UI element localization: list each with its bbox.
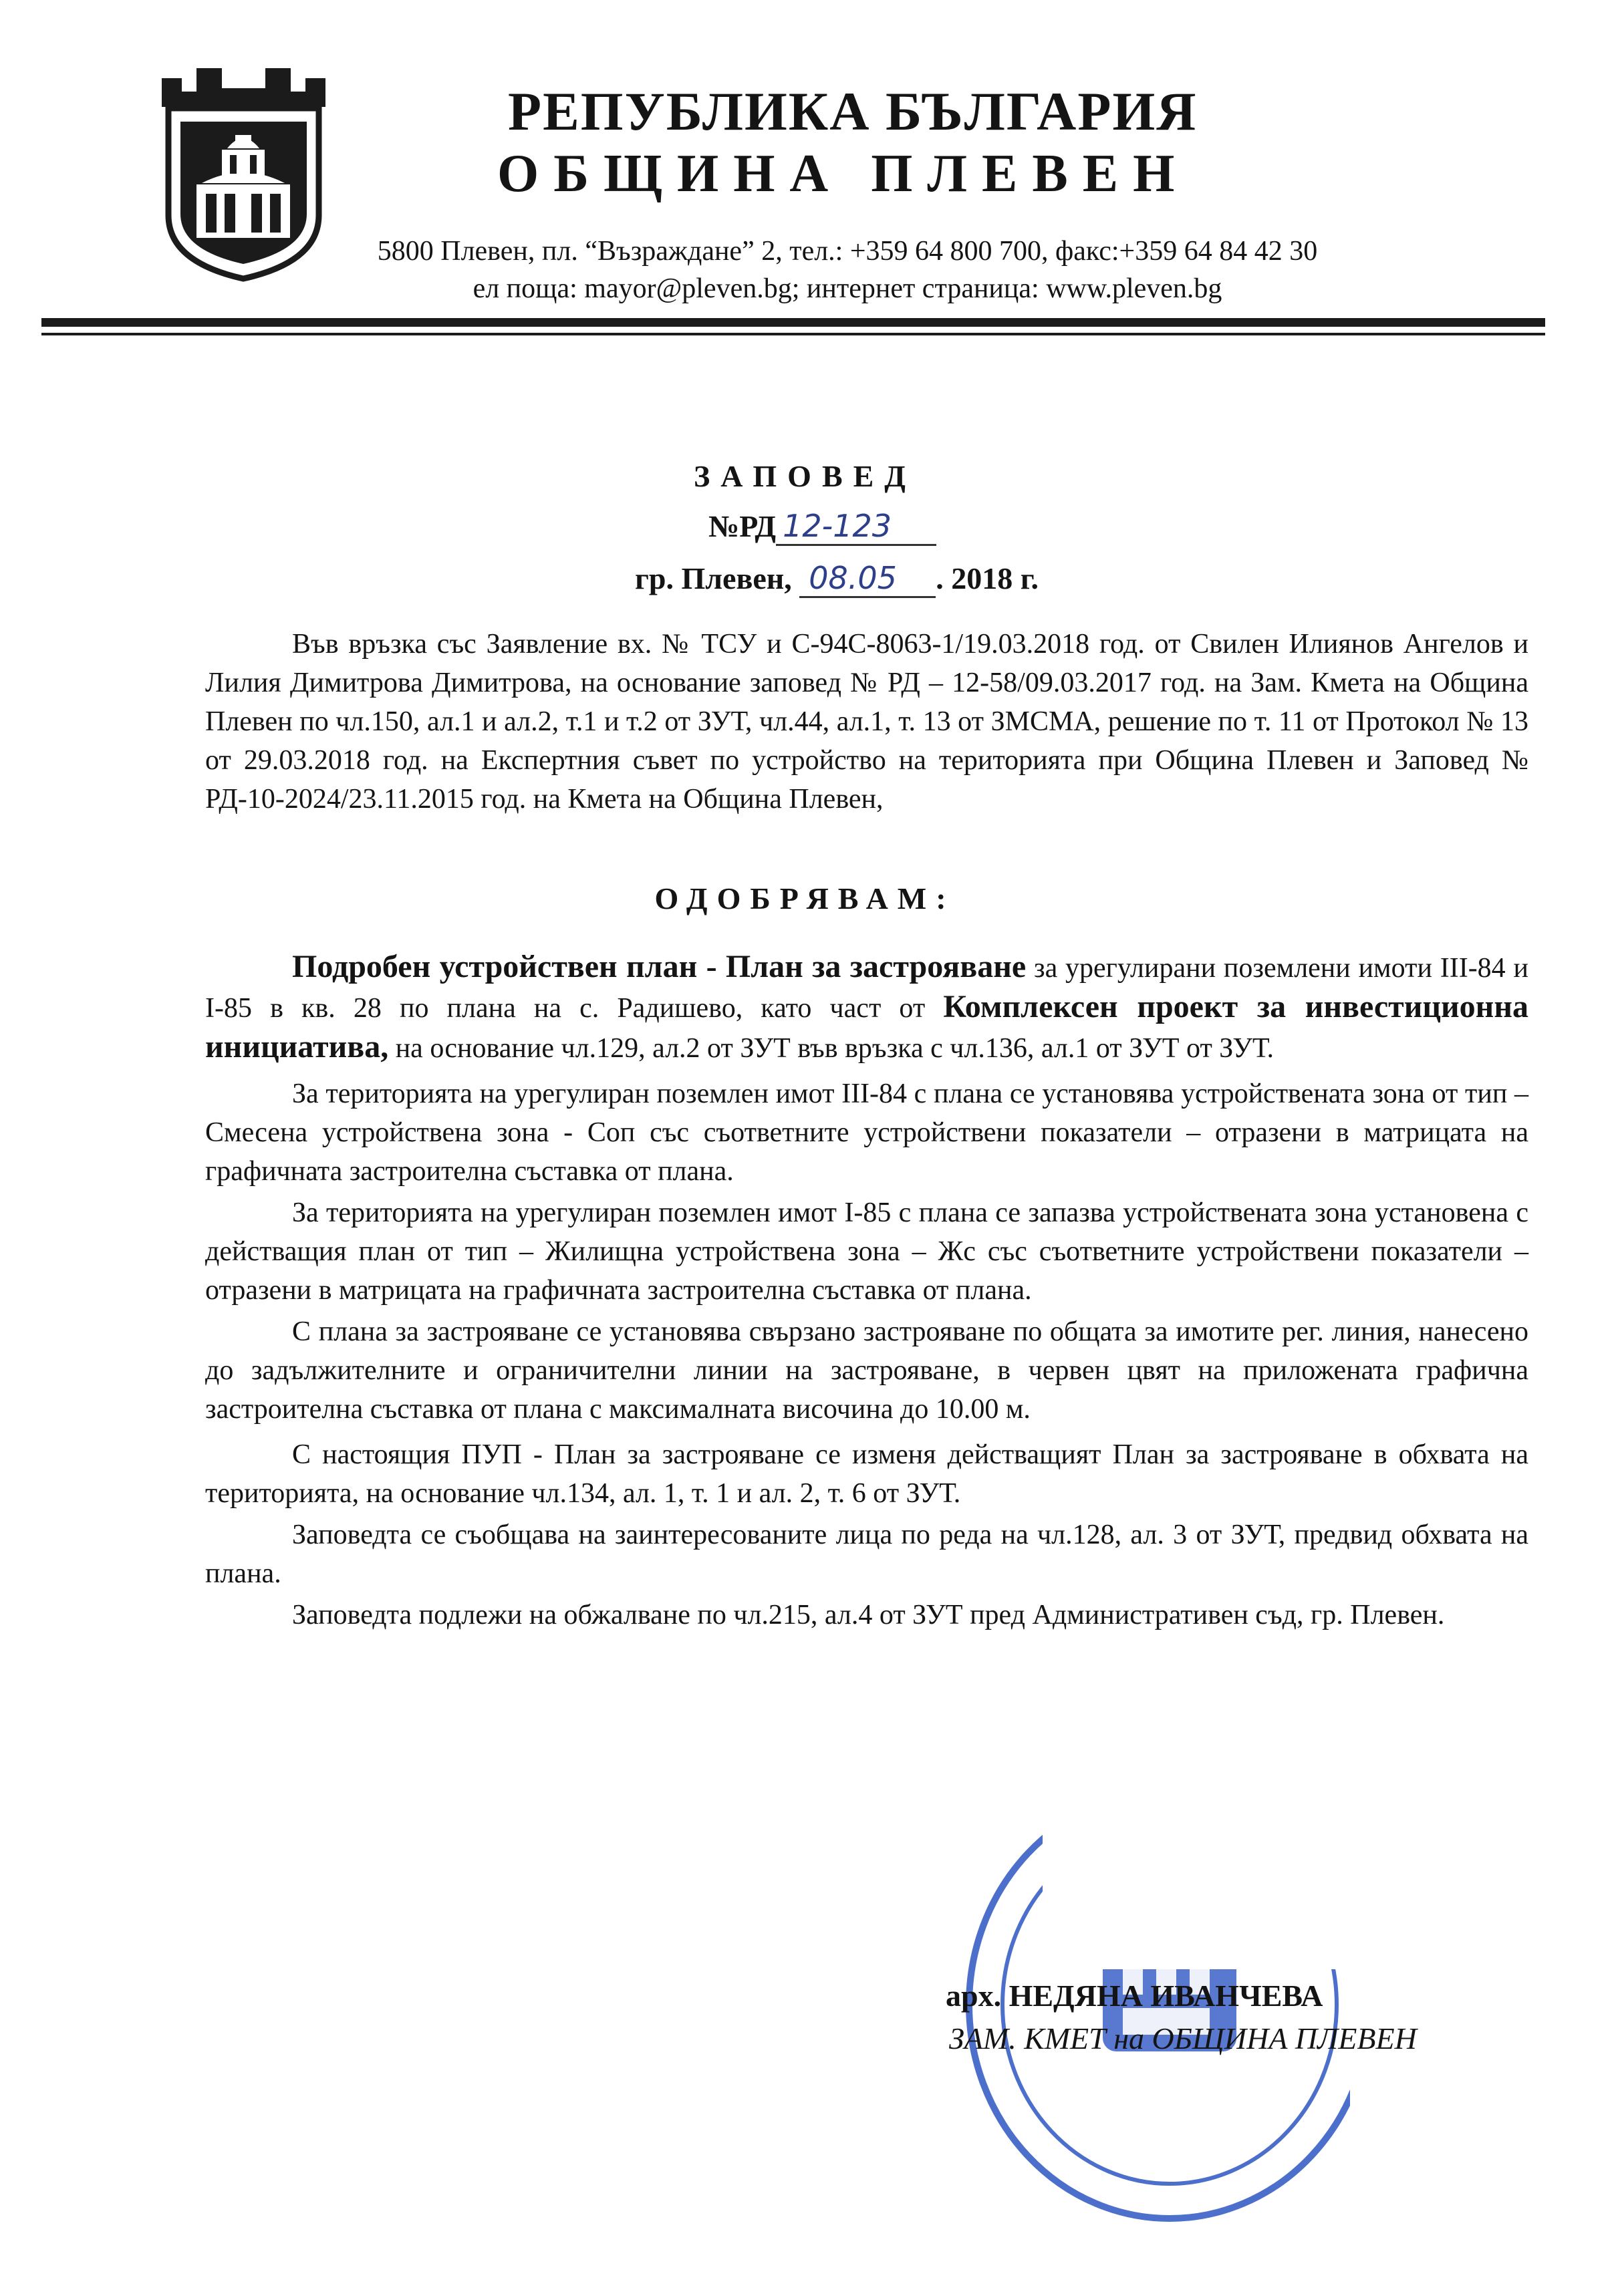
municipality-crest-icon xyxy=(155,61,332,282)
approve-heading: ОДОБРЯВАМ: xyxy=(654,881,956,915)
approval-paragraph xyxy=(205,948,1528,1068)
order-number-handwritten: 12-123 xyxy=(776,508,936,546)
approval-bold-2: Комплексен проект за инвестиционна инициатива, xyxy=(205,989,1528,1064)
order-number-prefix: №РД xyxy=(708,509,777,543)
order-place-date xyxy=(635,560,1039,598)
intro-text: Във връзка със Заявление вх. № ТСУ и С-94С-8063-1/19.03.2018 год. от Свилен Илиянов Ангелов и Лилия Димитрова Димитрова, на основание заповед № РД – 12-58/09.03.2017 год. на Зам. Кмета на Община Плевен по чл.150, ал.1 и ал.2, т.1 и т.2 от ЗУТ, чл.44, ал.1, т. 13 от ЗМСМА, решение по т. 11 от Протокол № 13 от 29.03.2018 год. на Експертния съвет по устройство на територията при Община Плевен и Заповед № РД-10-2024/23.11.2015 год. на Кмета на Община Плевен, xyxy=(205,629,1528,815)
paragraph-6: Заповедта подлежи на обжалване по чл.215, ал.4 от ЗУТ пред Административен съд, гр. Плевен. xyxy=(292,1600,1445,1630)
paragraph-4: С настоящия ПУП - План за застрояване се изменя действащият План за застрояване в обхвата на територията, на основание чл.134, ал. 1, т. 1 и ал. 2, т. 6 от ЗУТ. xyxy=(205,1439,1528,1509)
contact-line: ел поща: mayor@pleven.bg; интернет страница: www.pleven.bg xyxy=(473,273,1222,304)
approval-text-1: за урегулирани поземлени имоти III-84 и I-85 в кв. 28 по плана на с. Радишево, като част от xyxy=(205,953,1528,1024)
paragraph-5: Заповедта се съобщава на заинтересованите лица по реда на чл.128, ал. 3 от ЗУТ, предвид обхвата на плана. xyxy=(205,1520,1528,1589)
order-date-handwritten: 08.05 xyxy=(799,560,936,598)
approval-bold-1: Подробен устройствен план - План за застрояване xyxy=(292,949,1027,984)
order-title: ЗАПОВЕД xyxy=(694,459,916,493)
paragraph-3: С плана за застрояване се установява свързано застрояване по общата за имотите рег. линия, нанесено до задължителните и ограничителни линии на застрояване, в червен цвят на приложената графична застроителна съставка от плана с максималната височина до 10.00 м. xyxy=(205,1316,1528,1425)
paragraph-1: За територията на урегулиран поземлен имот III-84 с плана се установява устройствената зона от тип – Смесена устройствена зона - Соп със съответните устройствени показатели – отразени в матрицата на графичната застроителна съставка от плана. xyxy=(205,1079,1528,1187)
intro-paragraph xyxy=(205,625,1528,819)
order-year: . 2018 г. xyxy=(936,561,1039,595)
signatory-position: ЗАМ. КМЕТ на ОБЩИНА ПЛЕВЕН xyxy=(949,2021,1417,2055)
order-place: гр. Плевен, xyxy=(635,561,792,595)
header-rule-thin xyxy=(41,333,1545,335)
signatory-name: арх. НЕДЯНА ИВАНЧЕВА xyxy=(946,1979,1323,2013)
letterhead-country: РЕПУБЛИКА БЪЛГАРИЯ xyxy=(508,81,1198,142)
paragraph-2: За територията на урегулиран поземлен имот I-85 с плана се запазва устройствената зона установена с действащия план от тип – Жилищна устройствена зона – Жс със съответните устройствени показатели – отразени в матрицата на графичната застроителна съставка от плана. xyxy=(205,1197,1528,1306)
header-rule-thick xyxy=(41,318,1545,327)
order-number xyxy=(708,508,936,546)
redacted-area xyxy=(1043,1772,1424,1969)
address-line: 5800 Плевен, пл. “Възраждане” 2, тел.: +359 64 800 700, факс:+359 64 84 42 30 xyxy=(377,236,1318,267)
letterhead-address xyxy=(333,233,1362,307)
letterhead-municipality: ОБЩИНА ПЛЕВЕН xyxy=(497,144,1190,203)
approval-text-2: на основание чл.129, ал.2 от ЗУТ във връзка с чл.136, ал.1 от ЗУТ от ЗУТ. xyxy=(388,1033,1274,1064)
decision-body xyxy=(205,948,1528,1634)
